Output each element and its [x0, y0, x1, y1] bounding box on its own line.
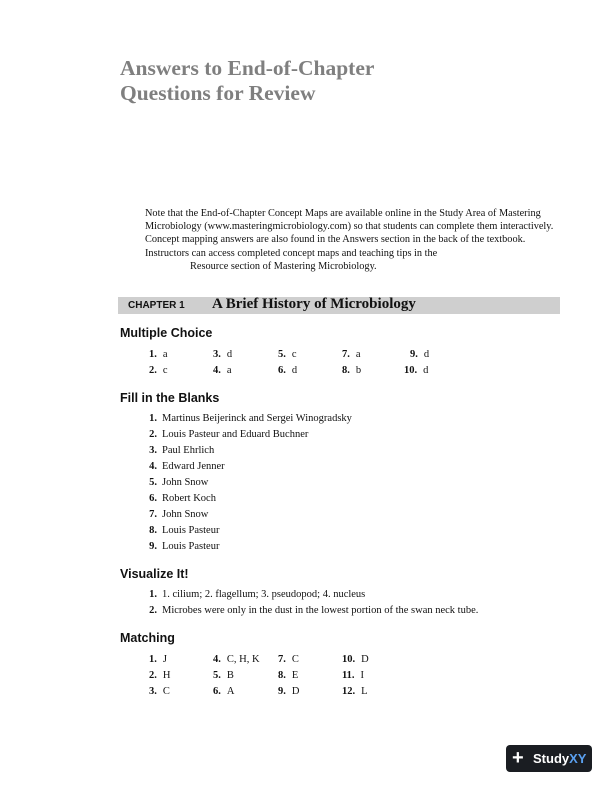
match-letter: H	[162, 670, 171, 681]
list-item	[0, 428, 612, 444]
mc-answer	[410, 348, 429, 362]
mc-answer	[213, 348, 232, 362]
match-letter: C, H, K	[226, 654, 260, 665]
mc-letter: c	[162, 365, 168, 376]
match-letter: L	[361, 686, 368, 697]
item-number: 8.	[149, 525, 157, 536]
item-number: 5.	[149, 477, 157, 488]
mc-num: 7.	[342, 349, 350, 360]
mc-letter: c	[291, 349, 297, 360]
match-num: 7.	[278, 654, 286, 665]
match-letter: A	[226, 686, 235, 697]
matching-row	[0, 653, 612, 667]
mc-answer	[213, 364, 232, 378]
matching-row	[0, 669, 612, 683]
mc-answer	[278, 364, 297, 378]
list-item	[0, 476, 612, 492]
item-number: 1.	[149, 589, 157, 600]
item-text: John Snow	[162, 477, 209, 488]
mc-num: 3.	[213, 349, 221, 360]
match-letter: D	[291, 686, 300, 697]
mc-letter: d	[291, 365, 298, 376]
page-title-line: Questions for Review	[120, 81, 316, 105]
mc-num: 8.	[342, 365, 350, 376]
brand-name	[533, 751, 586, 766]
item-text: Louis Pasteur	[162, 541, 220, 552]
match-answer	[149, 685, 170, 699]
list-item	[0, 604, 612, 620]
match-letter: C	[291, 654, 299, 665]
list-item	[0, 412, 612, 428]
mc-num: 6.	[278, 365, 286, 376]
list-item	[0, 588, 612, 604]
mc-letter: b	[355, 365, 362, 376]
mc-num: 4.	[213, 365, 221, 376]
item-text: John Snow	[162, 509, 209, 520]
mc-letter: a	[355, 349, 361, 360]
section-heading-matching: Matching	[120, 631, 175, 645]
studyxy-badge[interactable]	[506, 745, 592, 772]
match-num: 2.	[149, 670, 157, 681]
mc-row	[0, 348, 612, 362]
mc-num: 2.	[149, 365, 157, 376]
list-item	[0, 460, 612, 476]
match-answer	[213, 685, 234, 699]
match-num: 11.	[342, 670, 355, 681]
intro-note-last-line: Resource section of Mastering Microbiology.	[190, 260, 377, 272]
match-answer	[149, 653, 167, 667]
item-text: 1. cilium; 2. flagellum; 3. pseudopod; 4. nucleus	[162, 589, 366, 600]
chapter-header	[118, 297, 560, 314]
item-number: 2.	[149, 429, 157, 440]
mc-letter: a	[162, 349, 168, 360]
section-heading-fill-in-the-blanks: Fill in the Blanks	[120, 391, 220, 405]
brand-main: Study	[533, 751, 570, 766]
mc-answer	[278, 348, 297, 362]
match-letter: E	[291, 670, 299, 681]
item-text: Robert Koch	[162, 493, 216, 504]
mc-letter: d	[423, 349, 430, 360]
list-item	[0, 540, 612, 556]
match-num: 6.	[213, 686, 221, 697]
mc-letter: a	[226, 365, 232, 376]
mc-answer	[342, 348, 361, 362]
match-answer	[342, 653, 369, 667]
match-num: 3.	[149, 686, 157, 697]
match-letter: I	[360, 670, 365, 681]
match-num: 12.	[342, 686, 356, 697]
item-number: 3.	[149, 445, 157, 456]
list-item	[0, 492, 612, 508]
item-number: 2.	[149, 605, 157, 616]
mc-num: 9.	[410, 349, 418, 360]
chapter-title: A Brief History of Microbiology	[212, 296, 416, 312]
item-number: 1.	[149, 413, 157, 424]
match-answer	[278, 669, 298, 683]
mc-answer	[149, 364, 168, 378]
match-num: 1.	[149, 654, 157, 665]
section-heading-visualize-it: Visualize It!	[120, 567, 189, 581]
plus-icon: +	[512, 747, 524, 769]
page-title-line: Answers to End-of-Chapter	[120, 56, 375, 80]
match-num: 8.	[278, 670, 286, 681]
match-answer	[213, 669, 234, 683]
match-letter: B	[226, 670, 234, 681]
matching-row	[0, 685, 612, 699]
list-item	[0, 508, 612, 524]
item-text: Louis Pasteur and Eduard Buchner	[162, 429, 309, 440]
list-item	[0, 524, 612, 540]
match-answer	[278, 653, 299, 667]
match-answer	[278, 685, 299, 699]
mc-answer	[342, 364, 361, 378]
brand-accent: XY	[569, 751, 587, 766]
match-num: 5.	[213, 670, 221, 681]
item-number: 7.	[149, 509, 157, 520]
item-number: 6.	[149, 493, 157, 504]
item-text: Microbes were only in the dust in the lowest portion of the swan neck tube.	[162, 605, 479, 616]
intro-note	[145, 207, 565, 273]
match-letter: C	[162, 686, 170, 697]
item-text: Edward Jenner	[162, 461, 225, 472]
item-text: Martinus Beijerinck and Sergei Winogradsky	[162, 413, 352, 424]
match-letter: J	[162, 654, 167, 665]
mc-num: 1.	[149, 349, 157, 360]
match-letter: D	[361, 654, 369, 665]
match-answer	[213, 653, 260, 667]
mc-num: 5.	[278, 349, 286, 360]
mc-answer	[149, 348, 168, 362]
mc-answer	[404, 364, 428, 378]
mc-letter: d	[226, 349, 233, 360]
match-answer	[149, 669, 170, 683]
mc-letter: d	[423, 365, 429, 376]
match-answer	[342, 669, 364, 683]
item-number: 9.	[149, 541, 157, 552]
intro-note-text: Note that the End-of-Chapter Concept Maps are available online in the Study Area of Mastering Microbiology (www.masteringmicrobiology.com) so that students can complete them interactively. Concept mapping answers are also found in the Answers section in the back of the textbook. Instructors can access completed concept maps and teaching tips in the	[145, 208, 554, 259]
match-num: 4.	[213, 654, 221, 665]
match-num: 9.	[278, 686, 286, 697]
list-item	[0, 444, 612, 460]
item-text: Paul Ehrlich	[162, 445, 215, 456]
page-title	[120, 56, 560, 106]
mc-row	[0, 364, 612, 378]
mc-num: 10.	[404, 365, 418, 376]
section-heading-multiple-choice: Multiple Choice	[120, 326, 213, 340]
match-num: 10.	[342, 654, 356, 665]
item-number: 4.	[149, 461, 157, 472]
chapter-label: CHAPTER 1	[128, 300, 185, 311]
match-answer	[342, 685, 368, 699]
item-text: Louis Pasteur	[162, 525, 220, 536]
